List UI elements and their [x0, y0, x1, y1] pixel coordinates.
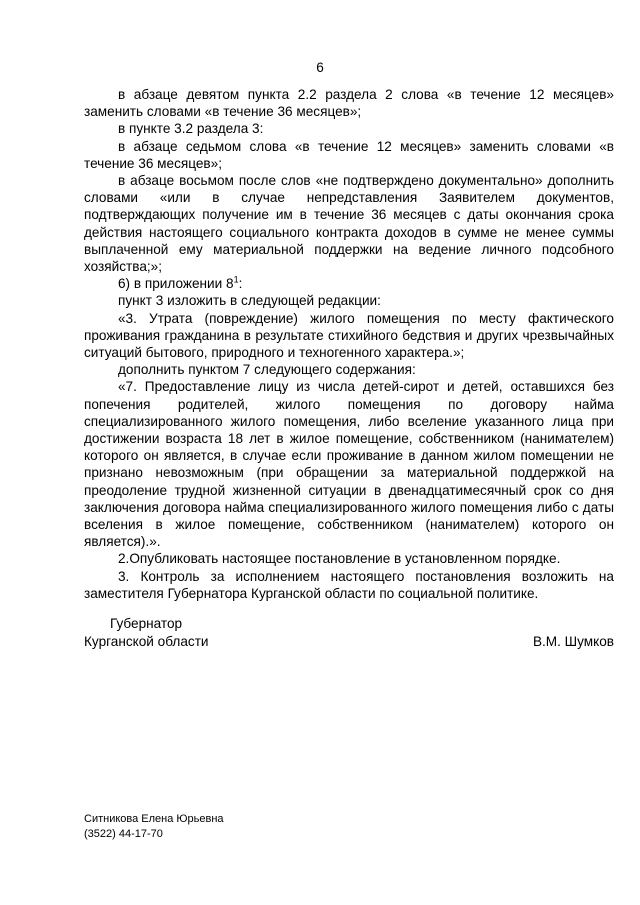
appendix-suffix: : [238, 276, 243, 292]
paragraph: в абзаце седьмом слова «в течение 12 месяцев» заменить словами «в течение 36 месяцев»; [84, 138, 614, 171]
page-number: 6 [316, 60, 324, 75]
paragraph: 3. Контроль за исполнением настоящего постановления возложить на заместителя Губернатора Курганской области по социальной политике. [84, 568, 614, 601]
paragraph: пункт 3 изложить в следующей редакции: [118, 293, 381, 309]
paragraph: 2.Опубликовать настоящее постановление в установленном порядке. [118, 551, 561, 567]
signatory-title-line2: Курганской области [84, 634, 209, 649]
document-body [84, 86, 614, 602]
paragraph: в абзаце девятом пункта 2.2 раздела 2 слова «в течение 12 месяцев» заменить словами «в течение 36 месяцев»; [84, 87, 614, 120]
signatory-name: В.М. Шумков [532, 634, 614, 649]
executor-phone: (3522) 44-17-70 [84, 828, 163, 840]
signatory-title-line1: Губернатор [110, 616, 183, 631]
signature-block [84, 616, 614, 656]
appendix-text: 6) в приложении 8 [118, 276, 234, 292]
paragraph: «3. Утрата (повреждение) жилого помещения по месту фактического проживания гражданина в результате стихийного бедствия и других чрезвычайных ситуаций бытового, природного и техногенного характера.»; [84, 310, 614, 361]
executor-name: Ситникова Елена Юрьевна [84, 813, 224, 825]
paragraph: «7. Предоставление лицу из числа детей-сирот и детей, оставшихся без попечения родителей, жилого помещения по договору найма специализированного жилого помещения, либо вселение указанного лица при достижении возраста 18 лет в жилое помещение, собственником (нанимателем) которого он является, в случае если проживание в данном жилом помещении не признано невозможным (при обращении за материальной поддержкой на преодоление трудной жизненной ситуации в двенадцатимесячный срок со дня заключения договора найма специализированного жилого помещения либо с даты вселения в жилое помещение, собственником (нанимателем) которого он является).». [84, 379, 614, 550]
executor-info [84, 812, 224, 842]
paragraph: в абзаце восьмом после слов «не подтверждено документально» дополнить словами «или в случае непредставления Заявителем документов, подтверждающих получение им в течение 36 месяцев с даты окончания срока действия настоящего социального контракта доходов в сумме не менее суммы выплаченной ему материальной поддержки на ведение личного подсобного хозяйства;»; [84, 173, 614, 275]
paragraph: в пункте 3.2 раздела 3: [118, 121, 264, 137]
paragraph: дополнить пунктом 7 следующего содержания: [118, 362, 416, 378]
appendix-paragraph [84, 275, 614, 292]
appendix-superscript: 1 [233, 274, 239, 285]
